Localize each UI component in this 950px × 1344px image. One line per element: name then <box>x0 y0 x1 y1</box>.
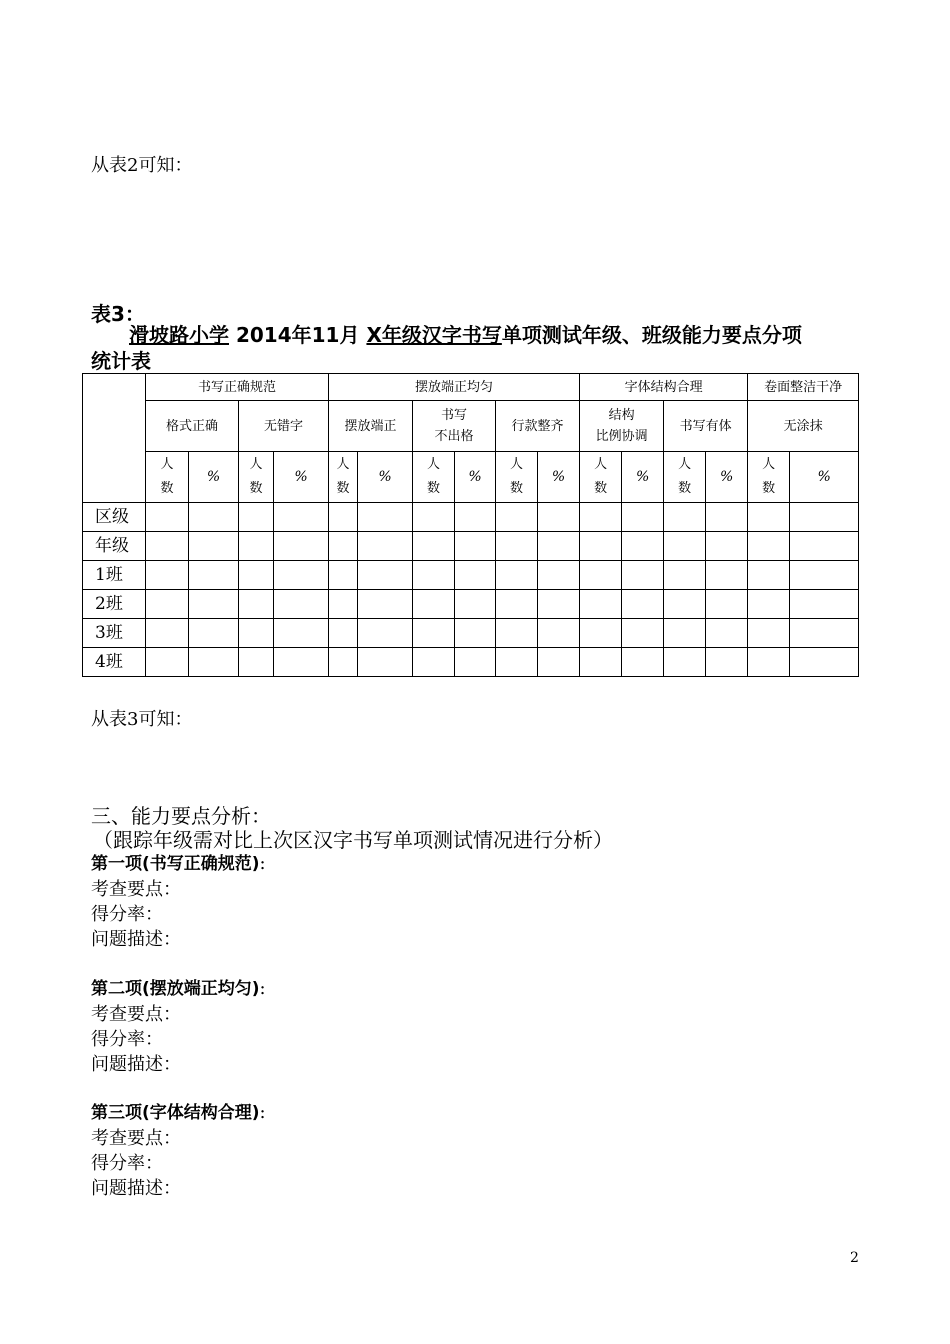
data-cell[interactable] <box>748 532 790 561</box>
data-cell[interactable] <box>329 619 358 648</box>
data-cell[interactable] <box>329 648 358 677</box>
data-cell[interactable] <box>706 590 748 619</box>
data-cell[interactable] <box>790 619 859 648</box>
data-cell[interactable] <box>580 503 622 532</box>
data-cell[interactable] <box>413 590 455 619</box>
percent-header: % <box>790 452 859 503</box>
title-line2: 统计表 <box>91 349 151 373</box>
data-cell[interactable] <box>189 619 239 648</box>
data-cell[interactable] <box>790 561 859 590</box>
table-row <box>83 619 859 648</box>
row-label: 3班 <box>83 619 146 648</box>
sub-header: 行款整齐 <box>496 401 580 452</box>
group-header: 字体结构合理 <box>580 374 748 401</box>
data-cell[interactable] <box>455 590 496 619</box>
field-points: 考查要点： <box>91 1004 181 1025</box>
data-cell[interactable] <box>274 561 329 590</box>
field-problem: 问题描述： <box>91 1054 181 1075</box>
data-cell[interactable] <box>706 648 748 677</box>
data-cell[interactable] <box>274 648 329 677</box>
table-row <box>83 561 859 590</box>
row-label: 年级 <box>83 532 146 561</box>
sub-header: 无涂抹 <box>748 401 859 452</box>
table-label: 表3： <box>91 302 145 326</box>
count-header: 人 数 <box>496 452 538 503</box>
item-title: 第三项(字体结构合理) <box>91 1103 260 1123</box>
data-cell[interactable] <box>706 619 748 648</box>
data-cell[interactable] <box>496 648 538 677</box>
data-cell[interactable] <box>413 561 455 590</box>
field-score: 得分率： <box>91 1153 163 1174</box>
item-block <box>91 1100 266 1201</box>
percent-header: % <box>274 452 329 503</box>
data-cell[interactable] <box>538 619 580 648</box>
page-number: 2 <box>850 1250 859 1266</box>
data-cell[interactable] <box>706 561 748 590</box>
title-school: 滑坡路小学 <box>129 323 229 347</box>
data-cell[interactable] <box>748 590 790 619</box>
data-cell[interactable] <box>664 561 706 590</box>
item-colon: : <box>259 978 266 999</box>
data-cell[interactable] <box>580 590 622 619</box>
sub-header: 无错字 <box>239 401 329 452</box>
data-cell[interactable] <box>146 590 189 619</box>
item-colon: : <box>259 1102 266 1123</box>
data-cell[interactable] <box>538 648 580 677</box>
data-cell[interactable] <box>455 532 496 561</box>
intro-table2: 从表2可知： <box>91 155 193 176</box>
data-cell[interactable] <box>329 532 358 561</box>
data-cell[interactable] <box>455 561 496 590</box>
title-rest: 单项测试年级、班级能力要点分项 <box>501 323 802 347</box>
item-title: 第一项(书写正确规范) <box>91 854 260 874</box>
data-cell[interactable] <box>239 648 274 677</box>
title-date: 2014年11月 <box>235 323 360 347</box>
sub-header: 书写 不出格 <box>413 401 496 452</box>
table-row <box>83 648 859 677</box>
section-heading: 三、能力要点分析： <box>91 804 271 828</box>
count-header: 人 数 <box>580 452 622 503</box>
group-header: 摆放端正均匀 <box>329 374 580 401</box>
corner-cell <box>83 374 146 503</box>
data-cell[interactable] <box>790 532 859 561</box>
data-cell[interactable] <box>146 648 189 677</box>
data-cell[interactable] <box>790 648 859 677</box>
percent-header: % <box>706 452 748 503</box>
data-cell[interactable] <box>358 648 413 677</box>
count-header: 人 数 <box>664 452 706 503</box>
data-cell[interactable] <box>538 503 580 532</box>
data-cell[interactable] <box>538 561 580 590</box>
table-title <box>91 322 866 374</box>
data-cell[interactable] <box>239 590 274 619</box>
data-cell[interactable] <box>622 648 664 677</box>
table-row <box>83 590 859 619</box>
data-cell[interactable] <box>664 590 706 619</box>
data-cell[interactable] <box>274 619 329 648</box>
field-score: 得分率： <box>91 1029 163 1050</box>
data-cell[interactable] <box>239 619 274 648</box>
data-cell[interactable] <box>239 503 274 532</box>
data-cell[interactable] <box>706 532 748 561</box>
data-cell[interactable] <box>413 648 455 677</box>
percent-header: % <box>455 452 496 503</box>
data-cell[interactable] <box>622 503 664 532</box>
data-cell[interactable] <box>358 619 413 648</box>
data-cell[interactable] <box>274 503 329 532</box>
field-score: 得分率： <box>91 904 163 925</box>
data-cell[interactable] <box>239 532 274 561</box>
data-cell[interactable] <box>189 590 239 619</box>
field-problem: 问题描述： <box>91 929 181 950</box>
field-points: 考查要点： <box>91 1128 181 1149</box>
data-cell[interactable] <box>664 532 706 561</box>
data-cell[interactable] <box>189 648 239 677</box>
data-cell[interactable] <box>146 619 189 648</box>
data-cell[interactable] <box>664 503 706 532</box>
item-colon: : <box>259 853 266 874</box>
data-cell[interactable] <box>189 561 239 590</box>
data-cell[interactable] <box>622 532 664 561</box>
data-cell[interactable] <box>496 532 538 561</box>
data-cell[interactable] <box>239 561 274 590</box>
data-cell[interactable] <box>455 503 496 532</box>
count-header: 人 数 <box>146 452 189 503</box>
item-title: 第二项(摆放端正均匀) <box>91 979 260 999</box>
data-cell[interactable] <box>580 532 622 561</box>
table-row <box>83 532 859 561</box>
data-cell[interactable] <box>748 648 790 677</box>
stats-table <box>82 373 859 677</box>
data-cell[interactable] <box>274 532 329 561</box>
field-points: 考查要点： <box>91 879 181 900</box>
field-problem: 问题描述： <box>91 1178 181 1199</box>
count-header: 人 数 <box>329 452 358 503</box>
data-cell[interactable] <box>413 532 455 561</box>
data-cell[interactable] <box>790 503 859 532</box>
sub-header: 书写有体 <box>664 401 748 452</box>
data-cell[interactable] <box>580 619 622 648</box>
data-cell[interactable] <box>496 619 538 648</box>
count-header: 人 数 <box>748 452 790 503</box>
count-header: 人 数 <box>413 452 455 503</box>
data-cell[interactable] <box>496 590 538 619</box>
data-cell[interactable] <box>189 503 239 532</box>
data-cell[interactable] <box>358 503 413 532</box>
table-row <box>83 503 859 532</box>
data-cell[interactable] <box>146 532 189 561</box>
data-cell[interactable] <box>748 619 790 648</box>
item-block <box>91 976 266 1077</box>
data-cell[interactable] <box>748 503 790 532</box>
count-header: 人 数 <box>239 452 274 503</box>
data-cell[interactable] <box>358 532 413 561</box>
percent-header: % <box>189 452 239 503</box>
data-cell[interactable] <box>329 503 358 532</box>
data-cell[interactable] <box>146 503 189 532</box>
group-header: 书写正确规范 <box>146 374 329 401</box>
data-cell[interactable] <box>274 590 329 619</box>
sub-header: 格式正确 <box>146 401 239 452</box>
sub-header: 结构 比例协调 <box>580 401 664 452</box>
data-cell[interactable] <box>622 619 664 648</box>
data-cell[interactable] <box>580 561 622 590</box>
row-label: 区级 <box>83 503 146 532</box>
data-cell[interactable] <box>496 503 538 532</box>
data-cell[interactable] <box>706 503 748 532</box>
data-cell[interactable] <box>622 561 664 590</box>
data-cell[interactable] <box>146 561 189 590</box>
data-cell[interactable] <box>580 648 622 677</box>
data-cell[interactable] <box>664 648 706 677</box>
data-cell[interactable] <box>455 619 496 648</box>
data-cell[interactable] <box>413 619 455 648</box>
row-label: 1班 <box>83 561 146 590</box>
data-cell[interactable] <box>358 561 413 590</box>
data-cell[interactable] <box>748 561 790 590</box>
percent-header: % <box>538 452 580 503</box>
data-cell[interactable] <box>358 590 413 619</box>
percent-header: % <box>358 452 413 503</box>
intro-table3: 从表3可知： <box>91 709 193 730</box>
row-label: 4班 <box>83 648 146 677</box>
data-cell[interactable] <box>189 532 239 561</box>
data-cell[interactable] <box>538 532 580 561</box>
data-cell[interactable] <box>538 590 580 619</box>
data-cell[interactable] <box>790 590 859 619</box>
data-cell[interactable] <box>622 590 664 619</box>
title-grade: X年级汉字书写 <box>366 323 502 347</box>
percent-header: % <box>622 452 664 503</box>
data-cell[interactable] <box>496 561 538 590</box>
sub-header: 摆放端正 <box>329 401 413 452</box>
row-label: 2班 <box>83 590 146 619</box>
data-cell[interactable] <box>455 648 496 677</box>
group-header: 卷面整洁干净 <box>748 374 859 401</box>
item-block <box>91 851 266 952</box>
section-note: （跟踪年级需对比上次区汉字书写单项测试情况进行分析） <box>93 828 613 852</box>
data-cell[interactable] <box>329 590 358 619</box>
data-cell[interactable] <box>329 561 358 590</box>
data-cell[interactable] <box>664 619 706 648</box>
data-cell[interactable] <box>413 503 455 532</box>
